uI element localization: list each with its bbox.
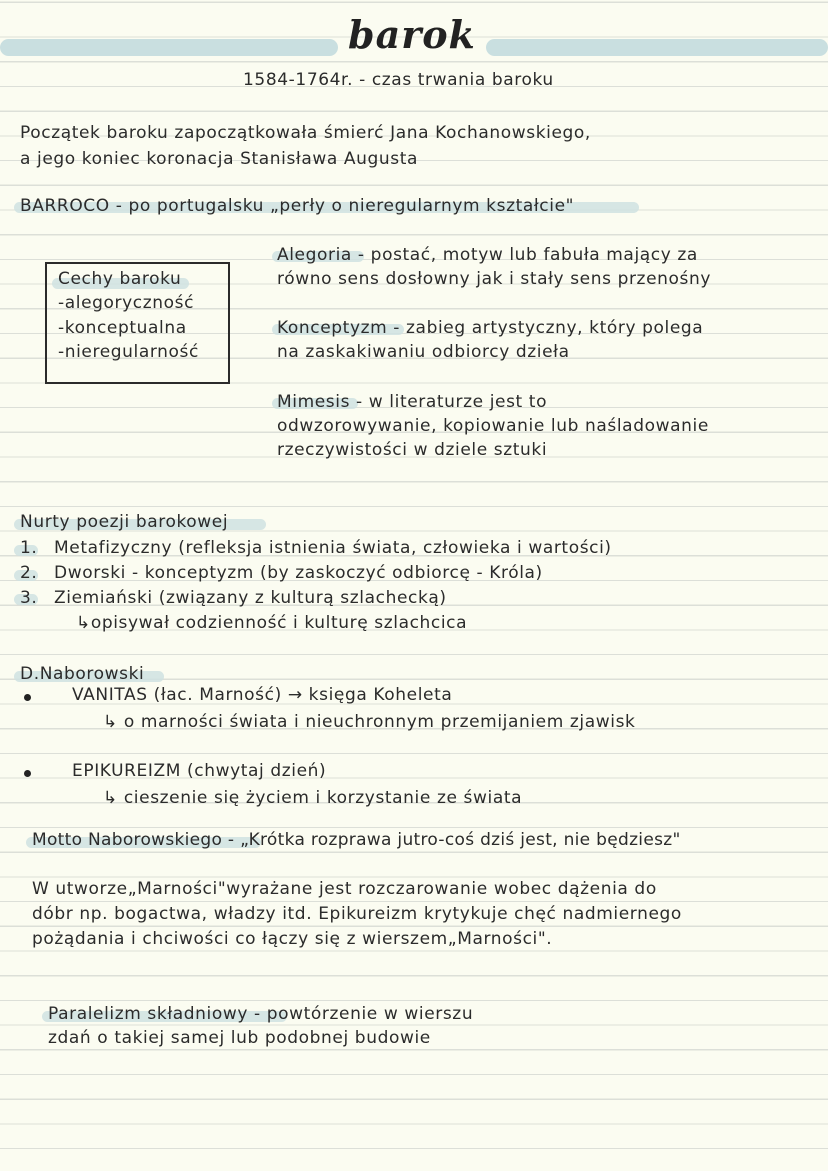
nurty-item (20, 536, 612, 560)
paralelizm-line-2: zdań o takiej samej lub podobnej budowie (48, 1028, 431, 1048)
nurty-item-text: Ziemiański (związany z kulturą szlachecką) (54, 588, 447, 608)
paragraph-line-2: dóbr np. bogactwa, władzy itd. Epikureizm krytykuje chęć nadmiernego (32, 904, 682, 924)
barroco-definition: BARROCO - po portugalsku „perły o nieregularnym kształcie" (20, 196, 575, 216)
subtitle: 1584-1764r. - czas trwania baroku (243, 70, 554, 90)
nurty-item-number: 2. (20, 563, 38, 583)
bullet-icon (24, 770, 31, 777)
nurty-item-number: 3. (20, 588, 38, 608)
vanitas-sub-text: o marności świata i nieuchronnym przemijaniem zjawisk (123, 712, 636, 732)
epikureizm-sub (103, 786, 522, 810)
vanitas: VANITAS (łac. Marność) → księga Koheleta (72, 685, 453, 705)
mimesis-line-3: rzeczywistości w dziele sztuki (277, 440, 548, 460)
intro-line-1: Początek baroku zapoczątkowała śmierć Jana Kochanowskiego, (20, 123, 591, 143)
motto: Motto Naborowskiego - „Krótka rozprawa jutro-coś dziś jest, nie będziesz" (32, 830, 681, 850)
feature-item: -nieregularność (58, 342, 199, 362)
arrow-icon: ↳ (103, 788, 118, 808)
nurty-item-text: Metafizyczny (refleksja istnienia świata, człowieka i wartości) (54, 538, 612, 558)
epikureizm: EPIKUREIZM (chwytaj dzień) (72, 761, 327, 781)
page-title: barok (348, 12, 476, 57)
nurty-heading: Nurty poezji barokowej (20, 512, 229, 532)
feature-item: -konceptualna (58, 318, 187, 338)
mimesis-line-2: odwzorowywanie, kopiowanie lub naśladowanie (277, 416, 709, 436)
nurty-item (20, 586, 447, 610)
title-decoration-left (0, 39, 338, 56)
konceptyzm-line-2: na zaskakiwaniu odbiorcy dzieła (277, 342, 570, 362)
naborowski-heading: D.Naborowski (20, 664, 145, 684)
vanitas-sub (103, 710, 636, 734)
alegoria-line-1: Alegoria - postać, motyw lub fabuła mający za (277, 245, 698, 265)
nurty-sub: ↳opisywał codzienność i kulturę szlachcica (76, 613, 468, 633)
mimesis-line-1: Mimesis - w literaturze jest to (277, 392, 548, 412)
nurty-item (20, 561, 543, 585)
features-heading: Cechy baroku (58, 269, 182, 289)
nurty-item-number: 1. (20, 538, 38, 558)
paragraph-line-1: W utworze„Marności"wyrażane jest rozczarowanie wobec dążenia do (32, 879, 657, 899)
epikureizm-sub-text: cieszenie się życiem i korzystanie ze świata (123, 788, 523, 808)
bullet-icon (24, 694, 31, 701)
arrow-icon: ↳ (103, 712, 118, 732)
paralelizm-line-1: Paralelizm składniowy - powtórzenie w wierszu (48, 1004, 474, 1024)
alegoria-line-2: równo sens dosłowny jak i stały sens przenośny (277, 269, 712, 289)
feature-item: -alegoryczność (58, 293, 195, 313)
title-decoration-right (486, 39, 828, 56)
nurty-item-text: Dworski - konceptyzm (by zaskoczyć odbiorcę - Króla) (54, 563, 543, 583)
paragraph-line-3: pożądania i chciwości co łączy się z wierszem„Marności". (32, 929, 553, 949)
konceptyzm-line-1: Konceptyzm - zabieg artystyczny, który polega (277, 318, 704, 338)
intro-line-2: a jego koniec koronacja Stanisława Augusta (20, 149, 418, 169)
